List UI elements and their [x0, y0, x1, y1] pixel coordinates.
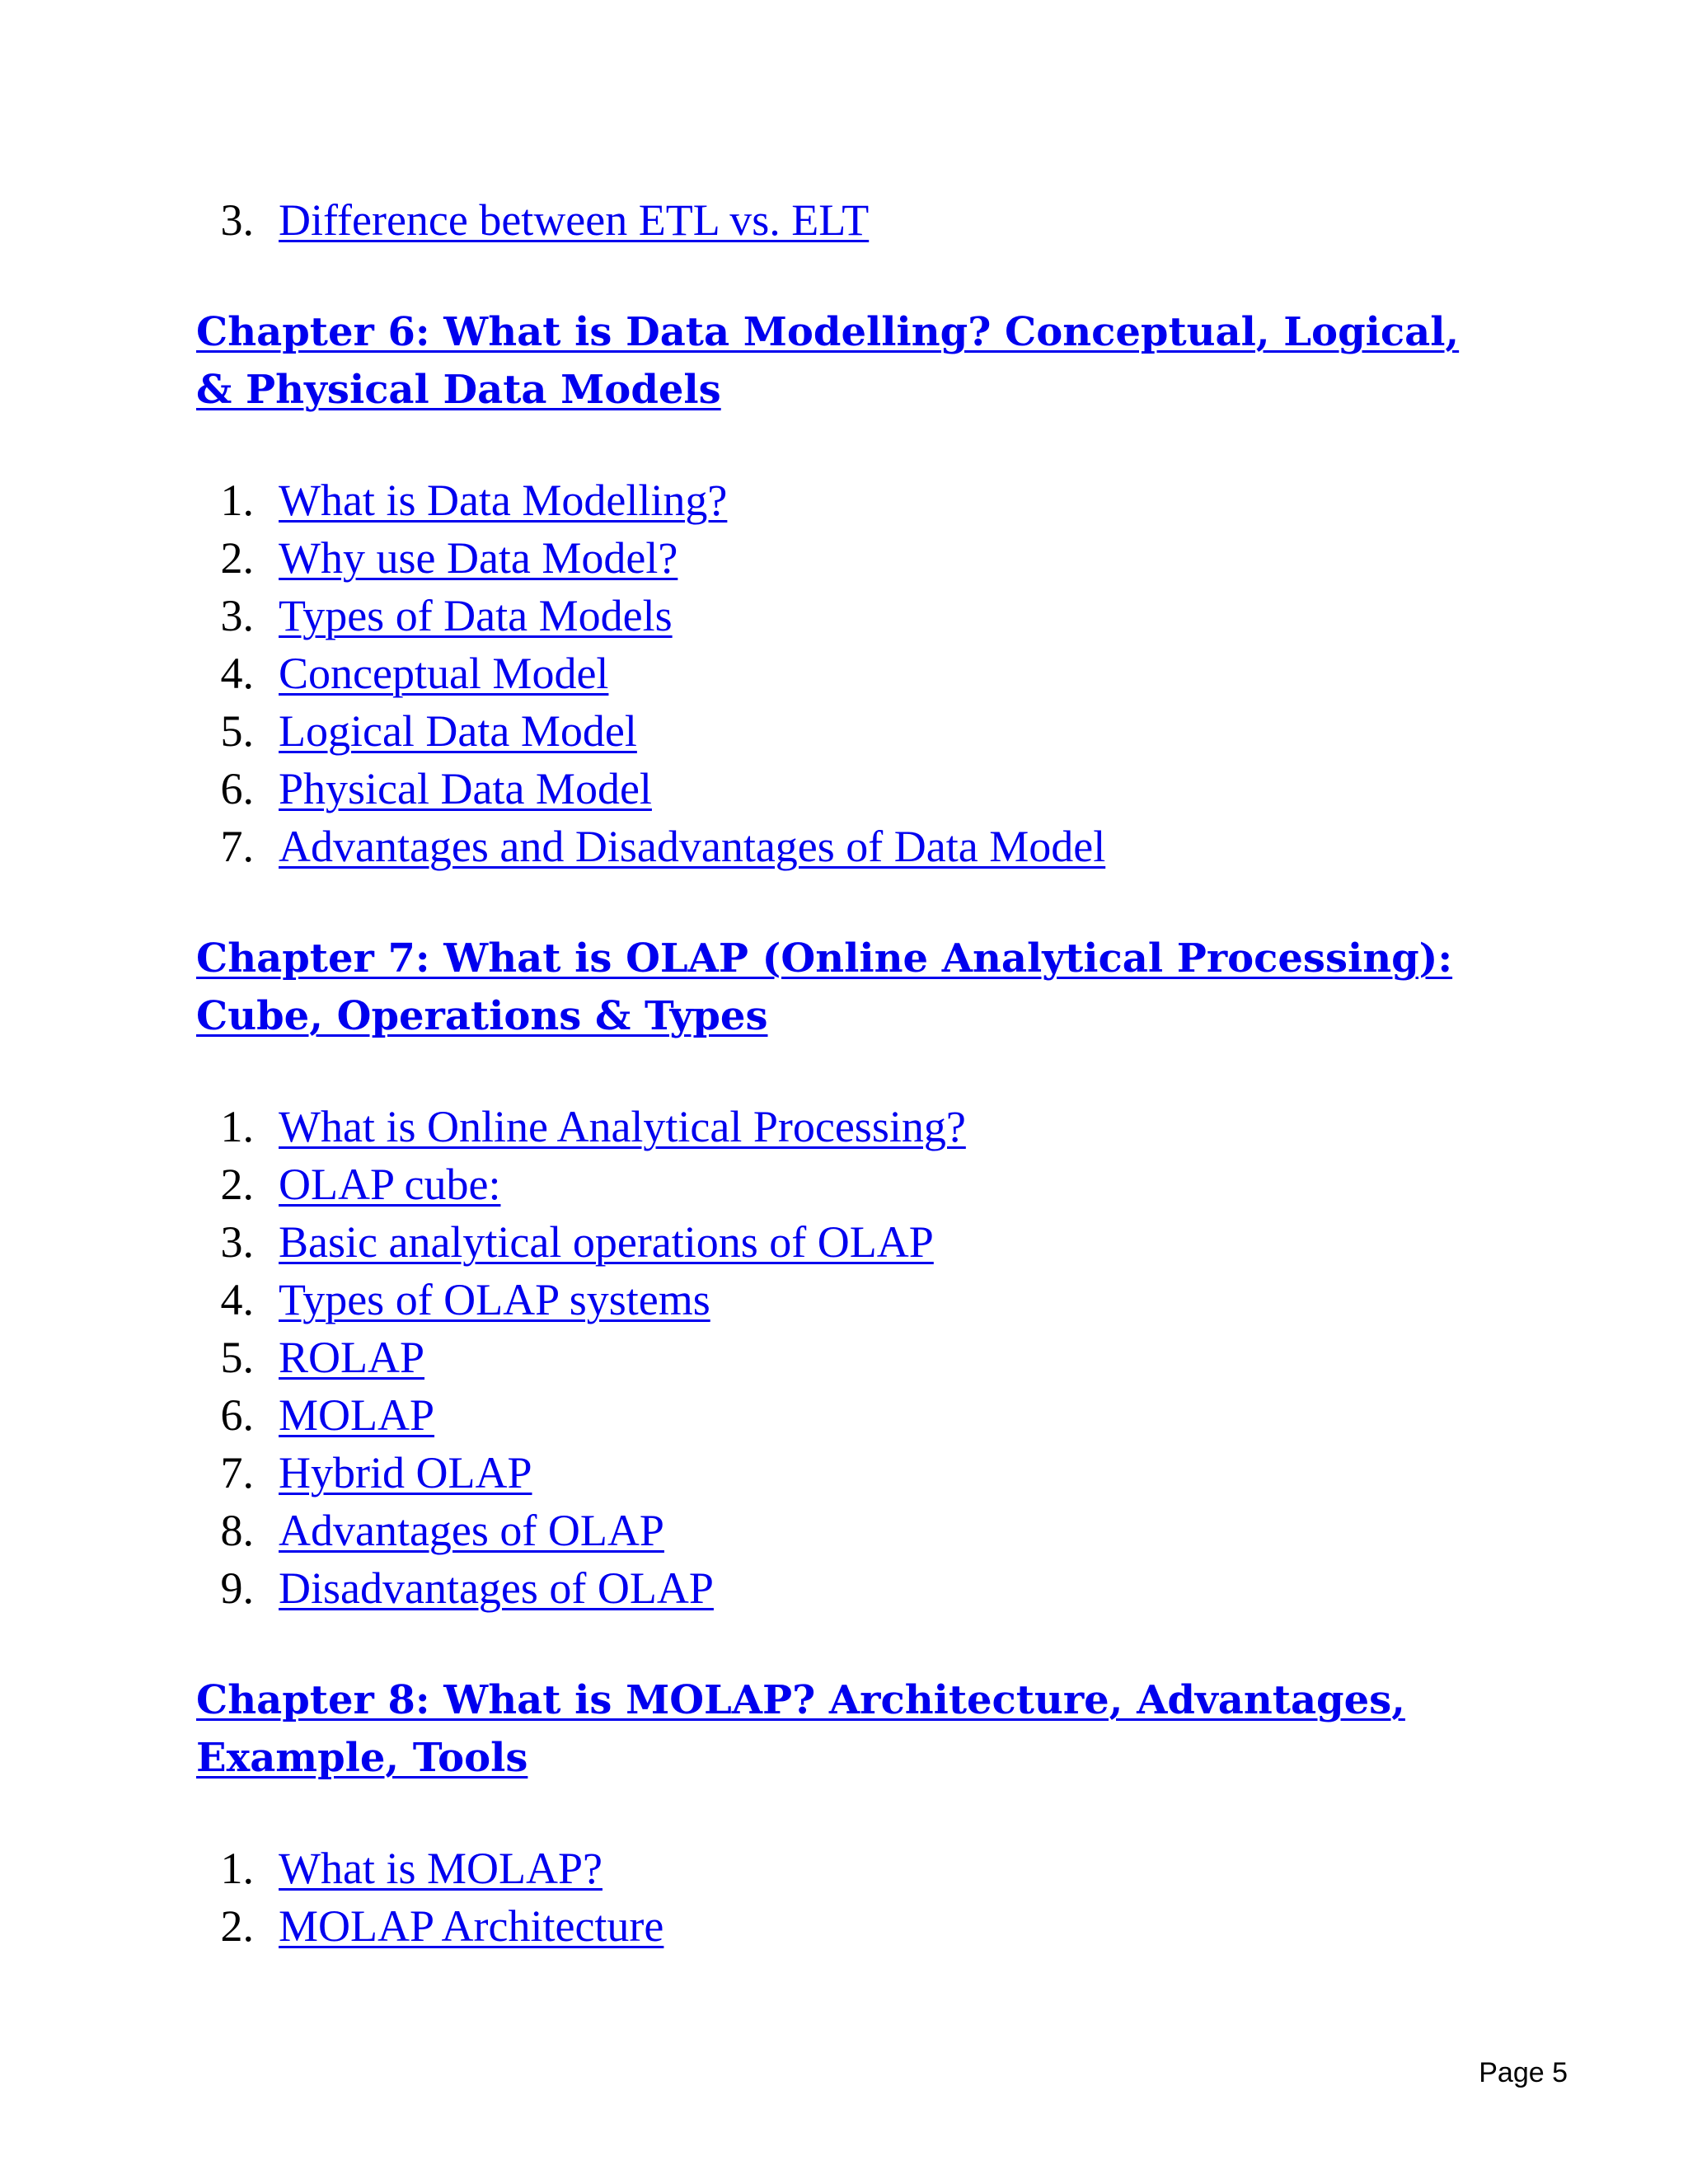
toc-item-number: 1. — [220, 476, 254, 525]
toc-item-number: 6. — [220, 764, 254, 813]
spacer — [196, 875, 1482, 930]
toc-link[interactable]: MOLAP Architecture — [279, 1901, 664, 1951]
toc-link[interactable]: What is Data Modelling? — [279, 476, 728, 525]
toc-list-chapter-8 — [196, 1840, 1482, 1955]
toc-link[interactable]: Physical Data Model — [279, 764, 652, 813]
toc-item — [196, 644, 1482, 702]
toc-link[interactable]: What is MOLAP? — [279, 1844, 603, 1893]
toc-link[interactable]: Types of OLAP systems — [279, 1275, 710, 1324]
chapter-6-heading — [196, 303, 1482, 419]
toc-item-number: 7. — [220, 822, 254, 871]
toc-link[interactable]: What is Online Analytical Processing? — [279, 1102, 966, 1151]
toc-item — [196, 191, 1482, 249]
toc-link[interactable]: Types of Data Models — [279, 591, 673, 640]
toc-link[interactable]: Why use Data Model? — [279, 533, 678, 583]
toc-link[interactable]: Basic analytical operations of OLAP — [279, 1217, 934, 1267]
toc-item-number: 6. — [220, 1390, 254, 1440]
toc-link[interactable]: Conceptual Model — [279, 649, 609, 698]
chapter-7-heading — [196, 930, 1482, 1045]
toc-link[interactable]: OLAP cube: — [279, 1160, 501, 1209]
toc-link[interactable]: MOLAP — [279, 1390, 435, 1440]
toc-item — [196, 1840, 1482, 1897]
toc-list-chapter-7 — [196, 1098, 1482, 1617]
toc-item — [196, 1098, 1482, 1155]
spacer — [196, 1787, 1482, 1840]
spacer — [196, 1045, 1482, 1098]
toc-item — [196, 1386, 1482, 1444]
toc-link-etl-vs-elt[interactable]: Difference between ETL vs. ELT — [279, 195, 870, 245]
toc-item — [196, 1329, 1482, 1386]
toc-item-number: 5. — [220, 1333, 254, 1382]
toc-list-chapter-5-continued — [196, 191, 1482, 249]
toc-item-number: 4. — [220, 649, 254, 698]
page-number: Page 5 — [1479, 2057, 1568, 2088]
toc-item-number: 4. — [220, 1275, 254, 1324]
toc-link[interactable]: Advantages and Disadvantages of Data Model — [279, 822, 1106, 871]
toc-link[interactable]: Hybrid OLAP — [279, 1448, 532, 1497]
toc-item-number: 3. — [220, 591, 254, 640]
toc-link[interactable]: Advantages of OLAP — [279, 1506, 664, 1555]
toc-item — [196, 1155, 1482, 1213]
toc-item-number: 2. — [220, 533, 254, 583]
toc-item-number: 1. — [220, 1102, 254, 1151]
toc-item — [196, 1213, 1482, 1271]
toc-link[interactable]: Logical Data Model — [279, 706, 637, 756]
toc-link[interactable]: Disadvantages of OLAP — [279, 1563, 714, 1613]
toc-item-number: 1. — [220, 1844, 254, 1893]
chapter-6-link[interactable]: Chapter 6: What is Data Modelling? Conceptual, Logical, & Physical Data Models — [196, 309, 1460, 413]
spacer — [196, 419, 1482, 471]
chapter-7-link[interactable]: Chapter 7: What is OLAP (Online Analytical Processing): Cube, Operations & Types — [196, 935, 1453, 1039]
toc-list-chapter-6 — [196, 471, 1482, 875]
toc-item-number: 2. — [220, 1901, 254, 1951]
toc-item — [196, 587, 1482, 644]
toc-item-number: 2. — [220, 1160, 254, 1209]
toc-item — [196, 1502, 1482, 1559]
toc-item — [196, 1271, 1482, 1329]
spacer — [196, 249, 1482, 303]
spacer — [196, 1617, 1482, 1671]
toc-item — [196, 529, 1482, 587]
toc-item-number: 9. — [220, 1563, 254, 1613]
toc-item — [196, 1897, 1482, 1955]
toc-item — [196, 702, 1482, 760]
toc-item-number: 8. — [220, 1506, 254, 1555]
toc-item — [196, 1559, 1482, 1617]
chapter-8-link[interactable]: Chapter 8: What is MOLAP? Architecture, Advantages, Example, Tools — [196, 1677, 1405, 1781]
chapter-8-heading — [196, 1671, 1482, 1787]
toc-item — [196, 818, 1482, 875]
toc-item-number: 7. — [220, 1448, 254, 1497]
toc-link[interactable]: ROLAP — [279, 1333, 425, 1382]
toc-item — [196, 1444, 1482, 1502]
toc-item-number: 5. — [220, 706, 254, 756]
toc-item — [196, 471, 1482, 529]
table-of-contents — [196, 191, 1482, 1955]
toc-item-number: 3. — [220, 1217, 254, 1267]
toc-item-number: 3. — [220, 195, 254, 245]
toc-item — [196, 760, 1482, 818]
